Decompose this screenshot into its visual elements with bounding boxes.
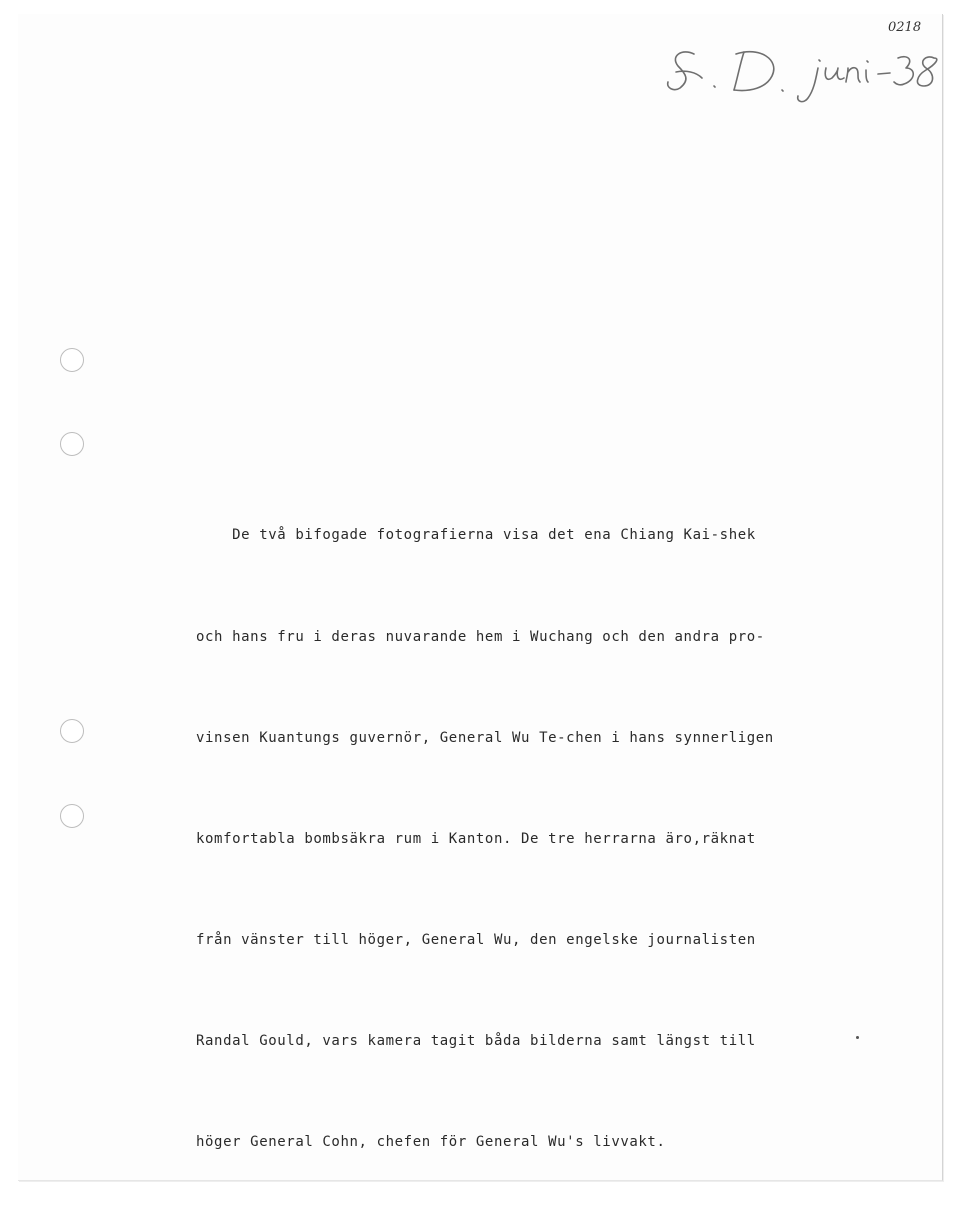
body-paragraph [196,452,896,1227]
paper-speck [856,1036,859,1039]
handwritten-annotation [656,34,946,106]
document-page [18,14,943,1181]
paragraph-line: Randal Gould, vars kamera tagit båda bilderna samt längst till [196,1032,756,1049]
punch-hole-3 [60,719,84,743]
punch-hole-1 [60,348,84,372]
punch-hole-4 [60,804,84,828]
paragraph-line: komfortabla bombsäkra rum i Kanton. De tre herrarna äro,räknat [196,830,756,847]
paragraph-line: vinsen Kuantungs guvernör, General Wu Te-chen i hans synnerligen [196,729,774,746]
paragraph-line: och hans fru i deras nuvarande hem i Wuchang och den andra pro- [196,628,765,645]
punch-hole-2 [60,432,84,456]
paragraph-line: från vänster till höger, General Wu, den engelske journalisten [196,931,756,948]
paragraph-line: höger General Cohn, chefen för General Wu's livvakt. [196,1134,666,1151]
archive-number: 0218 [888,20,922,35]
paragraph-line: De två bifogade fotografierna visa det ena Chiang Kai-shek [196,527,756,544]
